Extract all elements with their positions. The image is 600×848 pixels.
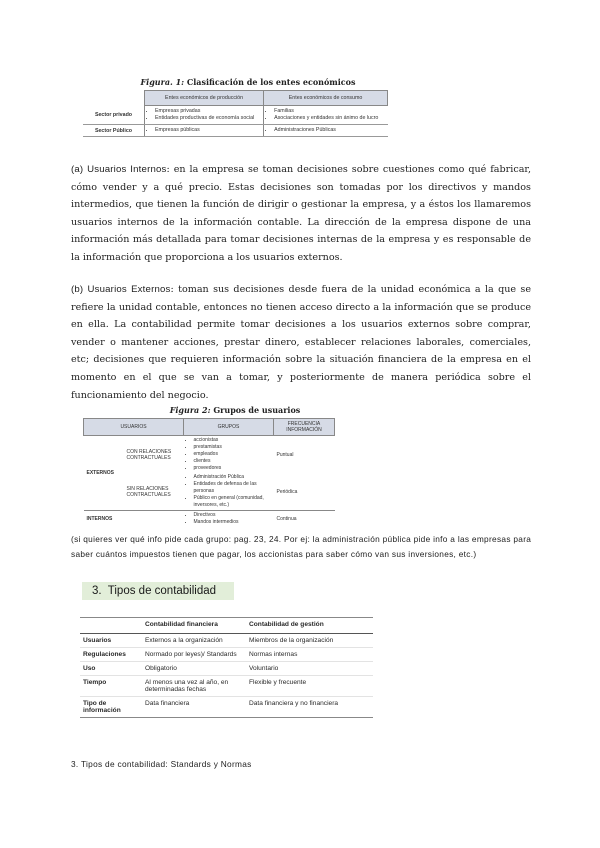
list-item: • Mandos intermedios — [194, 519, 271, 526]
table3-cell: Flexible y frecuente — [246, 676, 373, 697]
table3-header-corner — [80, 618, 142, 634]
table3-row-label: Uso — [80, 662, 142, 676]
sin-relaciones-label: SIN RELACIONES CONTRACTUALES — [124, 473, 184, 511]
table3-cell: Normas internas — [246, 648, 373, 662]
section-heading — [82, 582, 234, 600]
figure2-caption — [130, 405, 340, 415]
figure1-corner — [83, 91, 145, 106]
table3-header-financial: Contabilidad financiera — [142, 618, 246, 634]
figure2-header-frequency: FRECUENCIA INFORMACIÓN — [274, 419, 335, 436]
list-item: • clientes — [194, 458, 271, 465]
table-row — [83, 125, 388, 137]
table-row — [80, 648, 373, 662]
table-row — [80, 634, 373, 648]
external-users-label: (b) Usuarios Externos — [71, 284, 171, 295]
list-item: • accionistas — [194, 437, 271, 444]
table3-cell: Data financiera y no financiera — [249, 700, 339, 707]
figure1-caption-label: Figura. 1: — [140, 77, 185, 87]
figure1-caption — [128, 77, 368, 87]
list-item: • Administración Pública — [194, 474, 271, 481]
table-row — [83, 106, 388, 125]
table-row — [80, 662, 373, 676]
con-frequency: Puntual — [276, 451, 294, 458]
figure2-table — [83, 418, 335, 527]
table3-cell: Voluntario — [246, 662, 373, 676]
list-item: • proveedores — [194, 465, 271, 472]
table3-cell: Al menos una vez al año, en determinadas fechas — [142, 676, 246, 697]
table-row — [80, 676, 373, 697]
figure1-table — [83, 90, 388, 137]
section-heading-number: 3. — [92, 585, 102, 597]
list-item: • prestamistas — [194, 444, 271, 451]
figure1-caption-text: Clasificación de los entes económicos — [186, 77, 356, 87]
section-heading-title: Tipos de contabilidad — [107, 585, 217, 597]
internal-users-text: : en la empresa se toman decisiones sobre cuestiones como qué fabricar, cómo vender y a qué precio. Estas decisiones son tomadas por los directivos y mandos intermedios, que tienen la función de dirigir o gestionar la empresa, y a éstos los llamaremos usuarios internos de la información contable. La dirección de la empresa dispone de una información más detallada para tomar decisiones internas de la empresa y es responsable de la información que proporciona a los usuarios externos. — [71, 164, 532, 263]
figure2-header-users: USUARIOS — [84, 419, 184, 436]
list-item: • empleados — [194, 451, 271, 458]
figure1-row-label: Sector Público — [83, 125, 145, 137]
list-item: • Entidades productivas de economía social — [155, 115, 260, 122]
list-item: • Administraciones Públicas — [274, 127, 384, 134]
list-item: • Público en general (comunidad, inversores, etc.) — [194, 495, 271, 509]
con-relaciones-label: CON RELACIONES CONTRACTUALES — [126, 448, 172, 461]
figure1-header-consumption: Entes económicos de consumo — [264, 91, 388, 106]
table3-cell: Normado por leyes)/ Standards — [142, 648, 246, 662]
figure1-row-label: Sector privado — [83, 106, 145, 125]
externos-label: EXTERNOS — [84, 436, 124, 511]
table3-row-label: Regulaciones — [80, 648, 142, 662]
int-frequency: Continua — [276, 516, 297, 522]
table3-cell: Externos a la organización — [142, 634, 246, 648]
table3-row-label: Usuarios — [80, 634, 142, 648]
table-row — [84, 436, 335, 474]
table3-cell: Miembros de la organización — [246, 634, 373, 648]
external-users-text: : toman sus decisiones desde fuera de la unidad económica a la que se refiere la unidad contable, entonces no tienen acceso directo a la información que se produce en ella. La contabilidad permite tomar decisiones a los usuarios externos sobre comprar, vender o mantener acciones, prestar dinero, establecer relaciones laborales, comerciales, etc; decisiones que requieren información sobre la situación financiera de la empresa en el momento en el que se van a tomar, y posteriormente de manera periódica sobre el funcionamiento del negocio. — [71, 284, 531, 401]
note-text: (si quieres ver qué info pide cada grupo: pag. 23, 24. Por ej: la administración pública pide info a las empresas para saber cuántos impuestos tienen que pagar, los accionistas para saber cómo van sus inversiones, etc.) — [71, 534, 532, 559]
figure1-header-production: Entes económicos de producción — [145, 91, 264, 106]
internos-label: INTERNOS — [86, 516, 113, 522]
list-item: • Empresas privadas — [155, 108, 260, 115]
list-item: • Entidades de defensa de las personas — [194, 481, 271, 495]
paragraph-internal-users — [71, 161, 531, 267]
table3-cell: Data financiera — [145, 700, 190, 707]
list-item: • Empresas públicas — [155, 127, 260, 134]
figure2-caption-text: Grupos de usuarios — [213, 405, 301, 415]
table3-row-label: Tipo de información — [83, 700, 121, 714]
table3-cell: Obligatorio — [142, 662, 246, 676]
table3-header-management: Contabilidad de gestión — [246, 618, 373, 634]
list-item: • Familias — [274, 108, 384, 115]
paragraph-external-users — [71, 281, 531, 404]
accounting-types-table — [80, 617, 373, 718]
table-row — [84, 511, 335, 528]
figure2-header-groups: GRUPOS — [184, 419, 274, 436]
table3-row-label: Tiempo — [80, 676, 142, 697]
internal-users-label: (a) Usuarios Internos — [71, 164, 167, 175]
table-row — [80, 697, 373, 718]
list-item: • Directivos — [194, 512, 271, 519]
sin-frequency: Periódica — [274, 473, 335, 511]
final-heading: 3. Tipos de contabilidad: Standards y Normas — [71, 759, 252, 769]
figure2-caption-label: Figura 2: — [169, 405, 211, 415]
list-item: • Asociaciones y entidades sin ánimo de lucro — [274, 115, 384, 122]
